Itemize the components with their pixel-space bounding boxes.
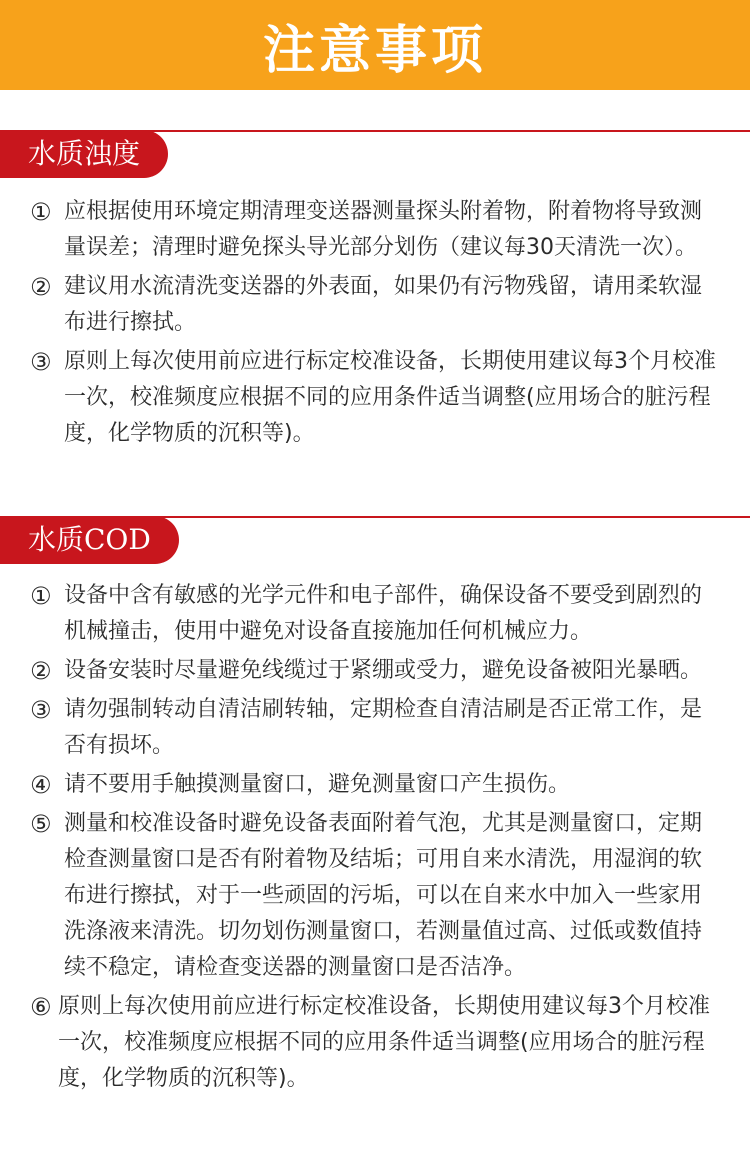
page-title: 注意事项	[262, 19, 487, 81]
list-item	[0, 194, 750, 266]
page-banner	[0, 0, 750, 90]
item-number: ①	[30, 582, 52, 610]
list-item	[0, 344, 750, 452]
item-text: 请勿强制转动自清洁刷转轴，定期检查自清洁刷是否正常工作，是否有损坏。	[64, 697, 703, 758]
list-item	[0, 653, 750, 689]
list-item	[0, 767, 750, 803]
item-text: 应根据使用环境定期清理变送器测量探头附着物，附着物将导致测量误差；清理时避免探头导光部分划伤（建议每30天清洗一次）。	[64, 199, 703, 260]
item-number: ③	[30, 696, 52, 724]
item-text: 原则上每次使用前应进行标定校准设备，长期使用建议每3个月校准一次，校准频度应根据不同的应用条件适当调整(应用场合的脏污程度，化学物质的沉积等)。	[58, 994, 710, 1091]
item-text: 设备中含有敏感的光学元件和电子部件，确保设备不要受到剧烈的机械撞击，使用中避免对设备直接施加任何机械应力。	[64, 583, 703, 644]
item-number: ⑤	[30, 810, 52, 838]
item-text: 原则上每次使用前应进行标定校准设备，长期使用建议每3个月校准一次，校准频度应根据不同的应用条件适当调整(应用场合的脏污程度，化学物质的沉积等)。	[64, 349, 716, 446]
turbidity-notes-list	[0, 194, 750, 455]
cod-notes-list	[0, 578, 750, 1100]
list-item	[0, 269, 750, 341]
item-text: 建议用水流清洗变送器的外表面，如果仍有污物残留，请用柔软湿布进行擦拭。	[64, 274, 703, 335]
item-text: 设备安装时尽量避免线缆过于紧绷或受力，避免设备被阳光暴晒。	[64, 658, 703, 683]
list-item	[0, 989, 750, 1097]
item-text: 测量和校准设备时避免设备表面附着气泡，尤其是测量窗口，定期检查测量窗口是否有附着物及结垢；可用自来水清洗，用湿润的软布进行擦拭，对于一些顽固的污垢，可以在自来水中加入一些家用洗涤液来清洗。切勿划伤测量窗口，若测量值过高、过低或数值持续不稳定，请检查变送器的测量窗口是否洁净。	[64, 811, 703, 980]
item-number: ⑥	[30, 993, 52, 1021]
section-header-turbidity	[0, 130, 750, 182]
list-item	[0, 692, 750, 764]
section-title: 水质浊度	[0, 130, 168, 178]
list-item	[0, 578, 750, 650]
list-item	[0, 806, 750, 986]
section-title: 水质COD	[0, 516, 179, 564]
item-number: ④	[30, 771, 52, 799]
section-header-cod	[0, 516, 750, 568]
item-number: ③	[30, 348, 52, 376]
item-text: 请不要用手触摸测量窗口，避免测量窗口产生损伤。	[64, 772, 571, 797]
item-number: ①	[30, 198, 52, 226]
item-number: ②	[30, 273, 52, 301]
item-number: ②	[30, 657, 52, 685]
